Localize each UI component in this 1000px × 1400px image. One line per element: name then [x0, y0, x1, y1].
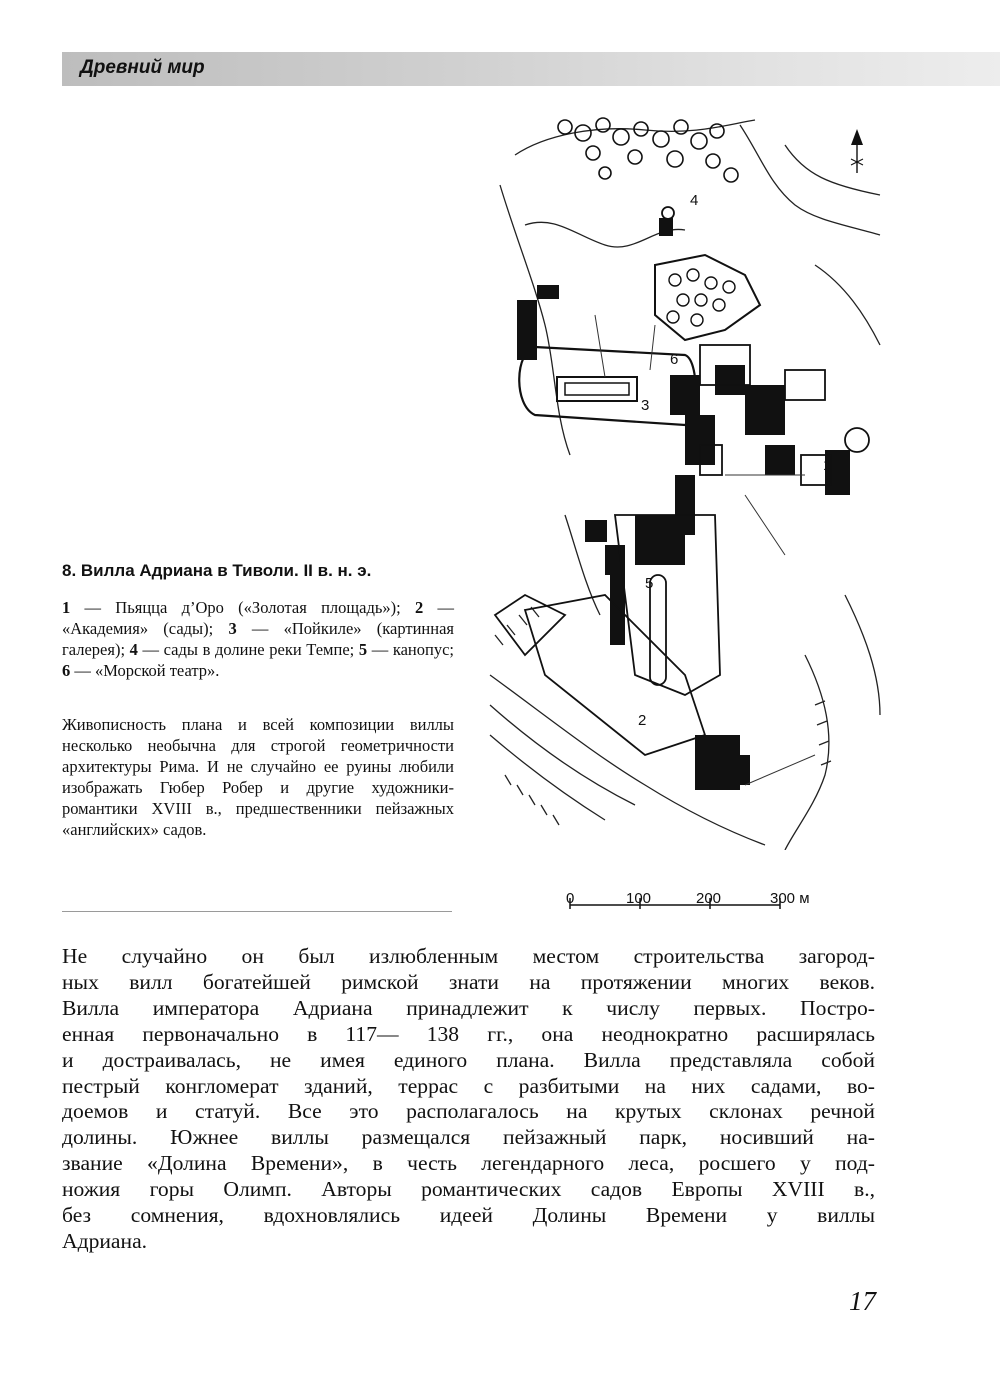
legend-text-3: — «Пойкиле» (картинная галерея); [62, 619, 454, 659]
text-line: пестрый конгломерат зданий, террас с разбитыми на них садами, во- [62, 1073, 875, 1098]
main-paragraph [62, 944, 875, 1255]
figure-description: Живописность плана и всей композиции виллы несколько необычна для строгой геометричности архитектуры Рима. И не случайно ее руины любили изображать Гюбер Робер и другие художники-романтики XVIII в., предшественники пейзажных «английских» садов. [62, 715, 454, 839]
text-line: звание «Долина Времени», в честь легендарного леса, росшего у под- [62, 1151, 875, 1176]
legend-num-4: 4 [129, 640, 138, 659]
map-label-2: 2 [638, 712, 647, 729]
north-arrow-icon [851, 129, 863, 173]
text-line: Вилла императора Адриана принадлежит к числу первых. Постро- [62, 995, 875, 1020]
text-line: долины. Южнее виллы размещался пейзажный парк, носивший на- [62, 1125, 875, 1150]
scale-tick-300: 300 м [770, 890, 810, 907]
text-line: ножия горы Олимп. Авторы романтических садов Европы XVIII в., [62, 1177, 875, 1202]
text-line: енная первоначально в 117— 138 гг., она неоднократно расширялась [62, 1021, 875, 1046]
text-line: Не случайно он был излюбленным местом строительства загород- [62, 944, 875, 968]
text-line: без сомнения, вдохновлялись идеей Долины Времени у виллы [62, 1203, 875, 1228]
running-header [62, 52, 1000, 86]
text-line: Адриана. [62, 1228, 148, 1253]
caption-divider [62, 911, 452, 912]
page-number: 17 [849, 1286, 876, 1316]
map-label-6: 6 [670, 351, 679, 368]
legend-text-2: — «Академия» (сады); [62, 598, 455, 638]
legend-num-1: 1 [62, 598, 71, 617]
text-line: ных вилл богатейшей римской знати на протяжении многих веков. [62, 969, 875, 994]
text-line: доемов и статуй. Все это располагалось на крутых склонах речной [62, 1099, 875, 1124]
running-header-title: Древний мир [80, 57, 205, 78]
map-label-5: 5 [645, 575, 654, 592]
scale-bar [560, 885, 840, 915]
scale-tick-100: 100 [626, 890, 652, 907]
figure-legend [62, 597, 454, 681]
legend-num-6: 6 [62, 661, 71, 680]
legend-text-4: — сады в долине реки Темпе; [137, 640, 359, 659]
legend-text-1: — Пьяцца д’Оро («Золотая площадь»); [70, 598, 415, 617]
map-label-3: 3 [641, 397, 650, 414]
text-line: и достраивалась, не имея единого плана. Вилла представляла собой [62, 1047, 875, 1072]
figure-caption-title: 8. Вилла Адриана в Тиволи. II в. н. э. [62, 561, 372, 580]
legend-num-3: 3 [228, 619, 237, 638]
map-label-4: 4 [690, 192, 699, 209]
villa-plan-map [485, 115, 885, 850]
scale-tick-200: 200 [696, 890, 722, 907]
map-label-1: 1 [823, 457, 832, 474]
scale-tick-0: 0 [566, 890, 575, 907]
legend-num-5: 5 [358, 640, 368, 659]
legend-text-5: — канопус; [367, 640, 454, 659]
legend-num-2: 2 [414, 598, 424, 617]
legend-text-6: — «Морской театр». [70, 661, 220, 680]
